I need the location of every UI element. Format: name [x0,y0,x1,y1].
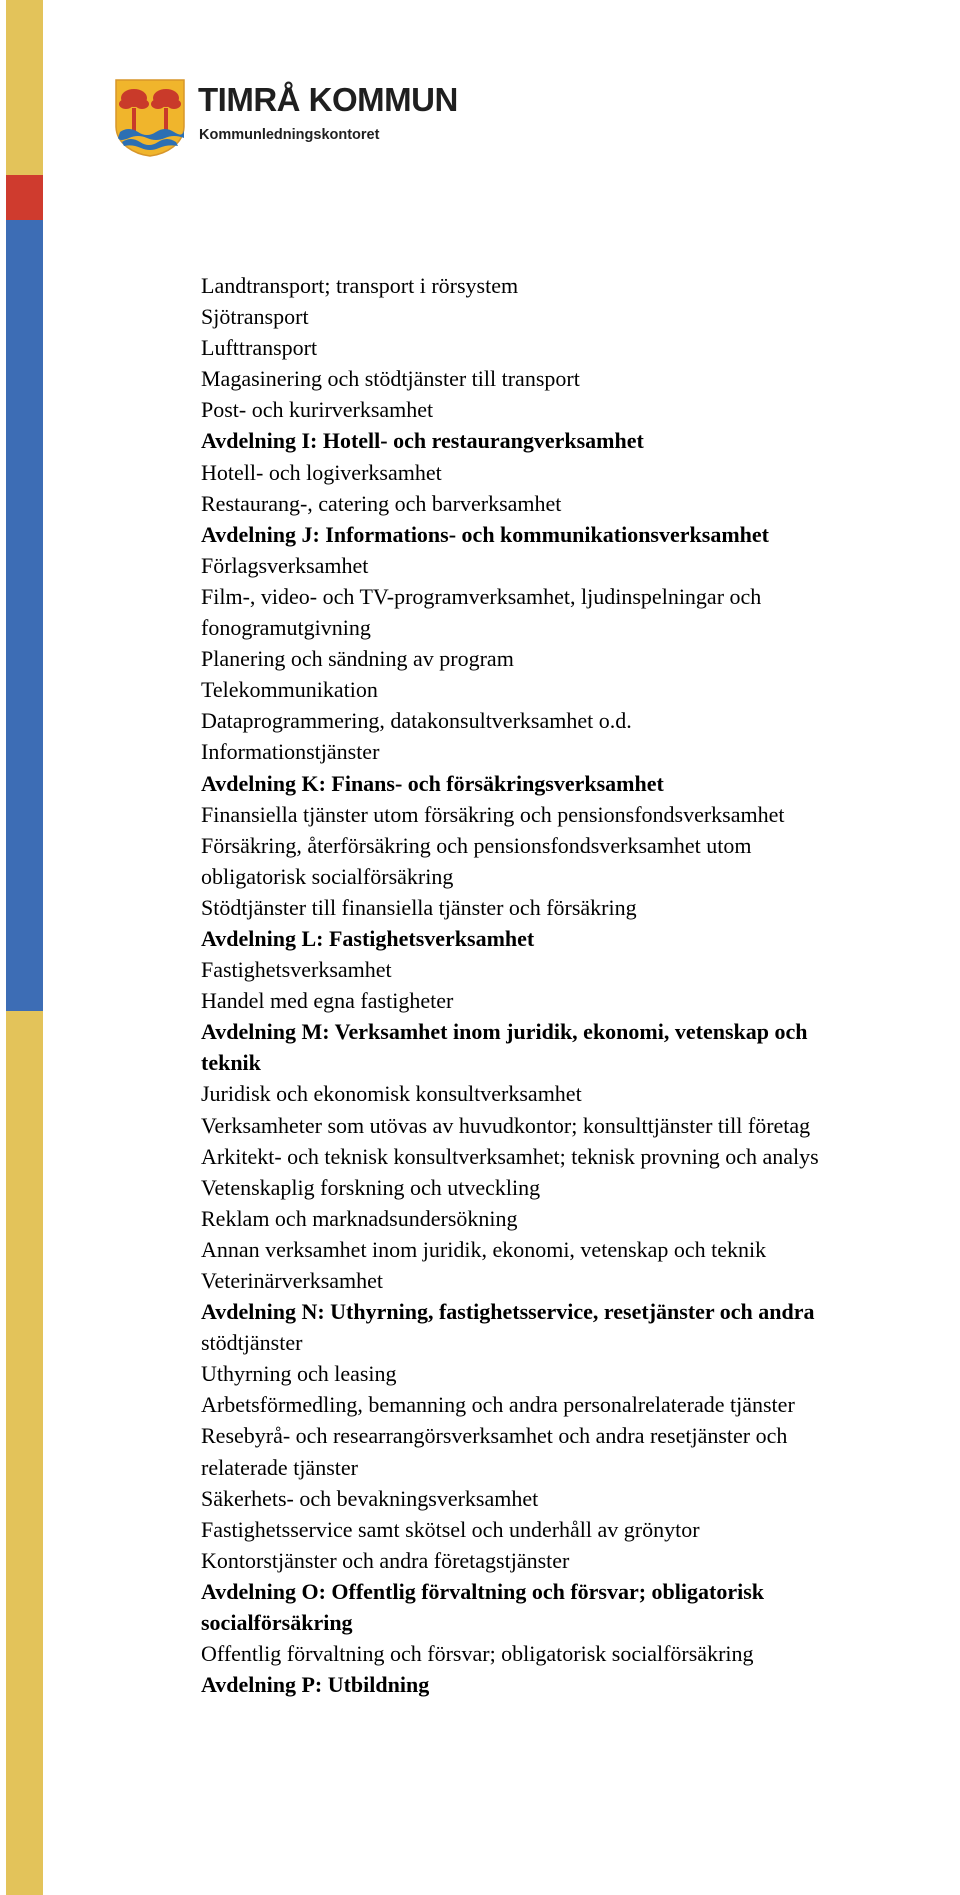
list-item: Arbetsförmedling, bemanning och andra personalrelaterade tjänster [201,1392,795,1418]
list-item: Verksamheter som utövas av huvudkontor; konsulttjänster till företag [201,1112,811,1138]
list-item: Post- och kurirverksamhet [201,397,434,423]
section-heading: Avdelning K: Finans- och försäkringsverksamhet [201,770,664,796]
list-item: relaterade tjänster [201,1454,358,1480]
list-item: Uthyrning och leasing [201,1361,397,1387]
list-item: Annan verksamhet inom juridik, ekonomi, vetenskap och teknik [201,1236,767,1262]
list-item: Vetenskaplig forskning och utveckling [201,1174,541,1200]
list-item: Juridisk och ekonomisk konsultverksamhet [201,1081,582,1107]
list-item: Hotell- och logiverksamhet [201,459,442,485]
side-stripe-blue [6,220,43,1011]
list-item: Sjötransport [201,304,309,330]
list-item: Fastighetsservice samt skötsel och underhåll av grönytor [201,1516,700,1542]
list-item: Magasinering och stödtjänster till transport [201,366,580,392]
section-heading: Avdelning N: Uthyrning, fastighetsservice, resetjänster och andra [201,1299,815,1325]
list-item: Resebyrå- och researrangörsverksamhet och andra resetjänster och [201,1423,788,1449]
list-item: Stödtjänster till finansiella tjänster och försäkring [201,894,637,920]
list-item: Planering och sändning av program [201,646,514,672]
list-item: Film-, video- och TV-programverksamhet, ljudinspelningar och [201,583,762,609]
section-heading: Avdelning J: Informations- och kommunikationsverksamhet [201,521,769,547]
section-heading: Avdelning L: Fastighetsverksamhet [201,925,535,951]
header-logo [114,78,458,160]
list-item: Säkerhets- och bevakningsverksamhet [201,1485,539,1511]
section-heading: Avdelning I: Hotell- och restaurangverksamhet [201,428,644,454]
side-stripe-gold-top [6,0,43,175]
list-item: Offentlig förvaltning och försvar; obligatorisk socialförsäkring [201,1641,754,1667]
list-item: Dataprogrammering, datakonsultverksamhet o.d. [201,708,632,734]
list-item: Försäkring, återförsäkring och pensionsfondsverksamhet utom [201,832,752,858]
org-name: TIMRÅ KOMMUN [198,81,458,118]
list-item: Fastighetsverksamhet [201,957,392,983]
list-item: Veterinärverksamhet [201,1268,384,1293]
side-stripe-gold-bottom [6,1011,43,1895]
list-item: fonogramutgivning [201,615,371,641]
list-item: Informationstjänster [201,739,380,765]
list-item: stödtjänster [201,1330,303,1356]
list-item: Kontorstjänster och andra företagstjänster [201,1547,570,1573]
list-item: Förlagsverksamhet [201,552,369,578]
list-item: Arkitekt- och teknisk konsultverksamhet; teknisk provning och analys [201,1143,819,1169]
list-item: Reklam och marknadsundersökning [201,1205,518,1231]
list-item: Finansiella tjänster utom försäkring och pensionsfondsverksamhet [201,801,785,827]
list-item: Telekommunikation [201,677,378,703]
section-heading: Avdelning O: Offentlig förvaltning och försvar; obligatorisk [201,1578,765,1604]
coat-of-arms-icon [114,78,186,158]
section-heading: Avdelning M: Verksamhet inom juridik, ekonomi, vetenskap och [201,1019,808,1045]
section-heading: teknik [201,1050,261,1076]
section-heading: socialförsäkring [201,1610,353,1636]
side-stripe-red [6,175,43,220]
list-item: obligatorisk socialförsäkring [201,863,454,889]
list-item: Lufttransport [201,335,318,361]
department-name: Kommunledningskontoret [199,127,380,143]
industry-classification-list [201,270,960,1700]
list-item: Handel med egna fastigheter [201,988,454,1014]
list-item: Landtransport; transport i rörsystem [201,273,519,298]
list-item: Restaurang-, catering och barverksamhet [201,490,562,516]
section-heading: Avdelning P: Utbildning [201,1672,430,1698]
